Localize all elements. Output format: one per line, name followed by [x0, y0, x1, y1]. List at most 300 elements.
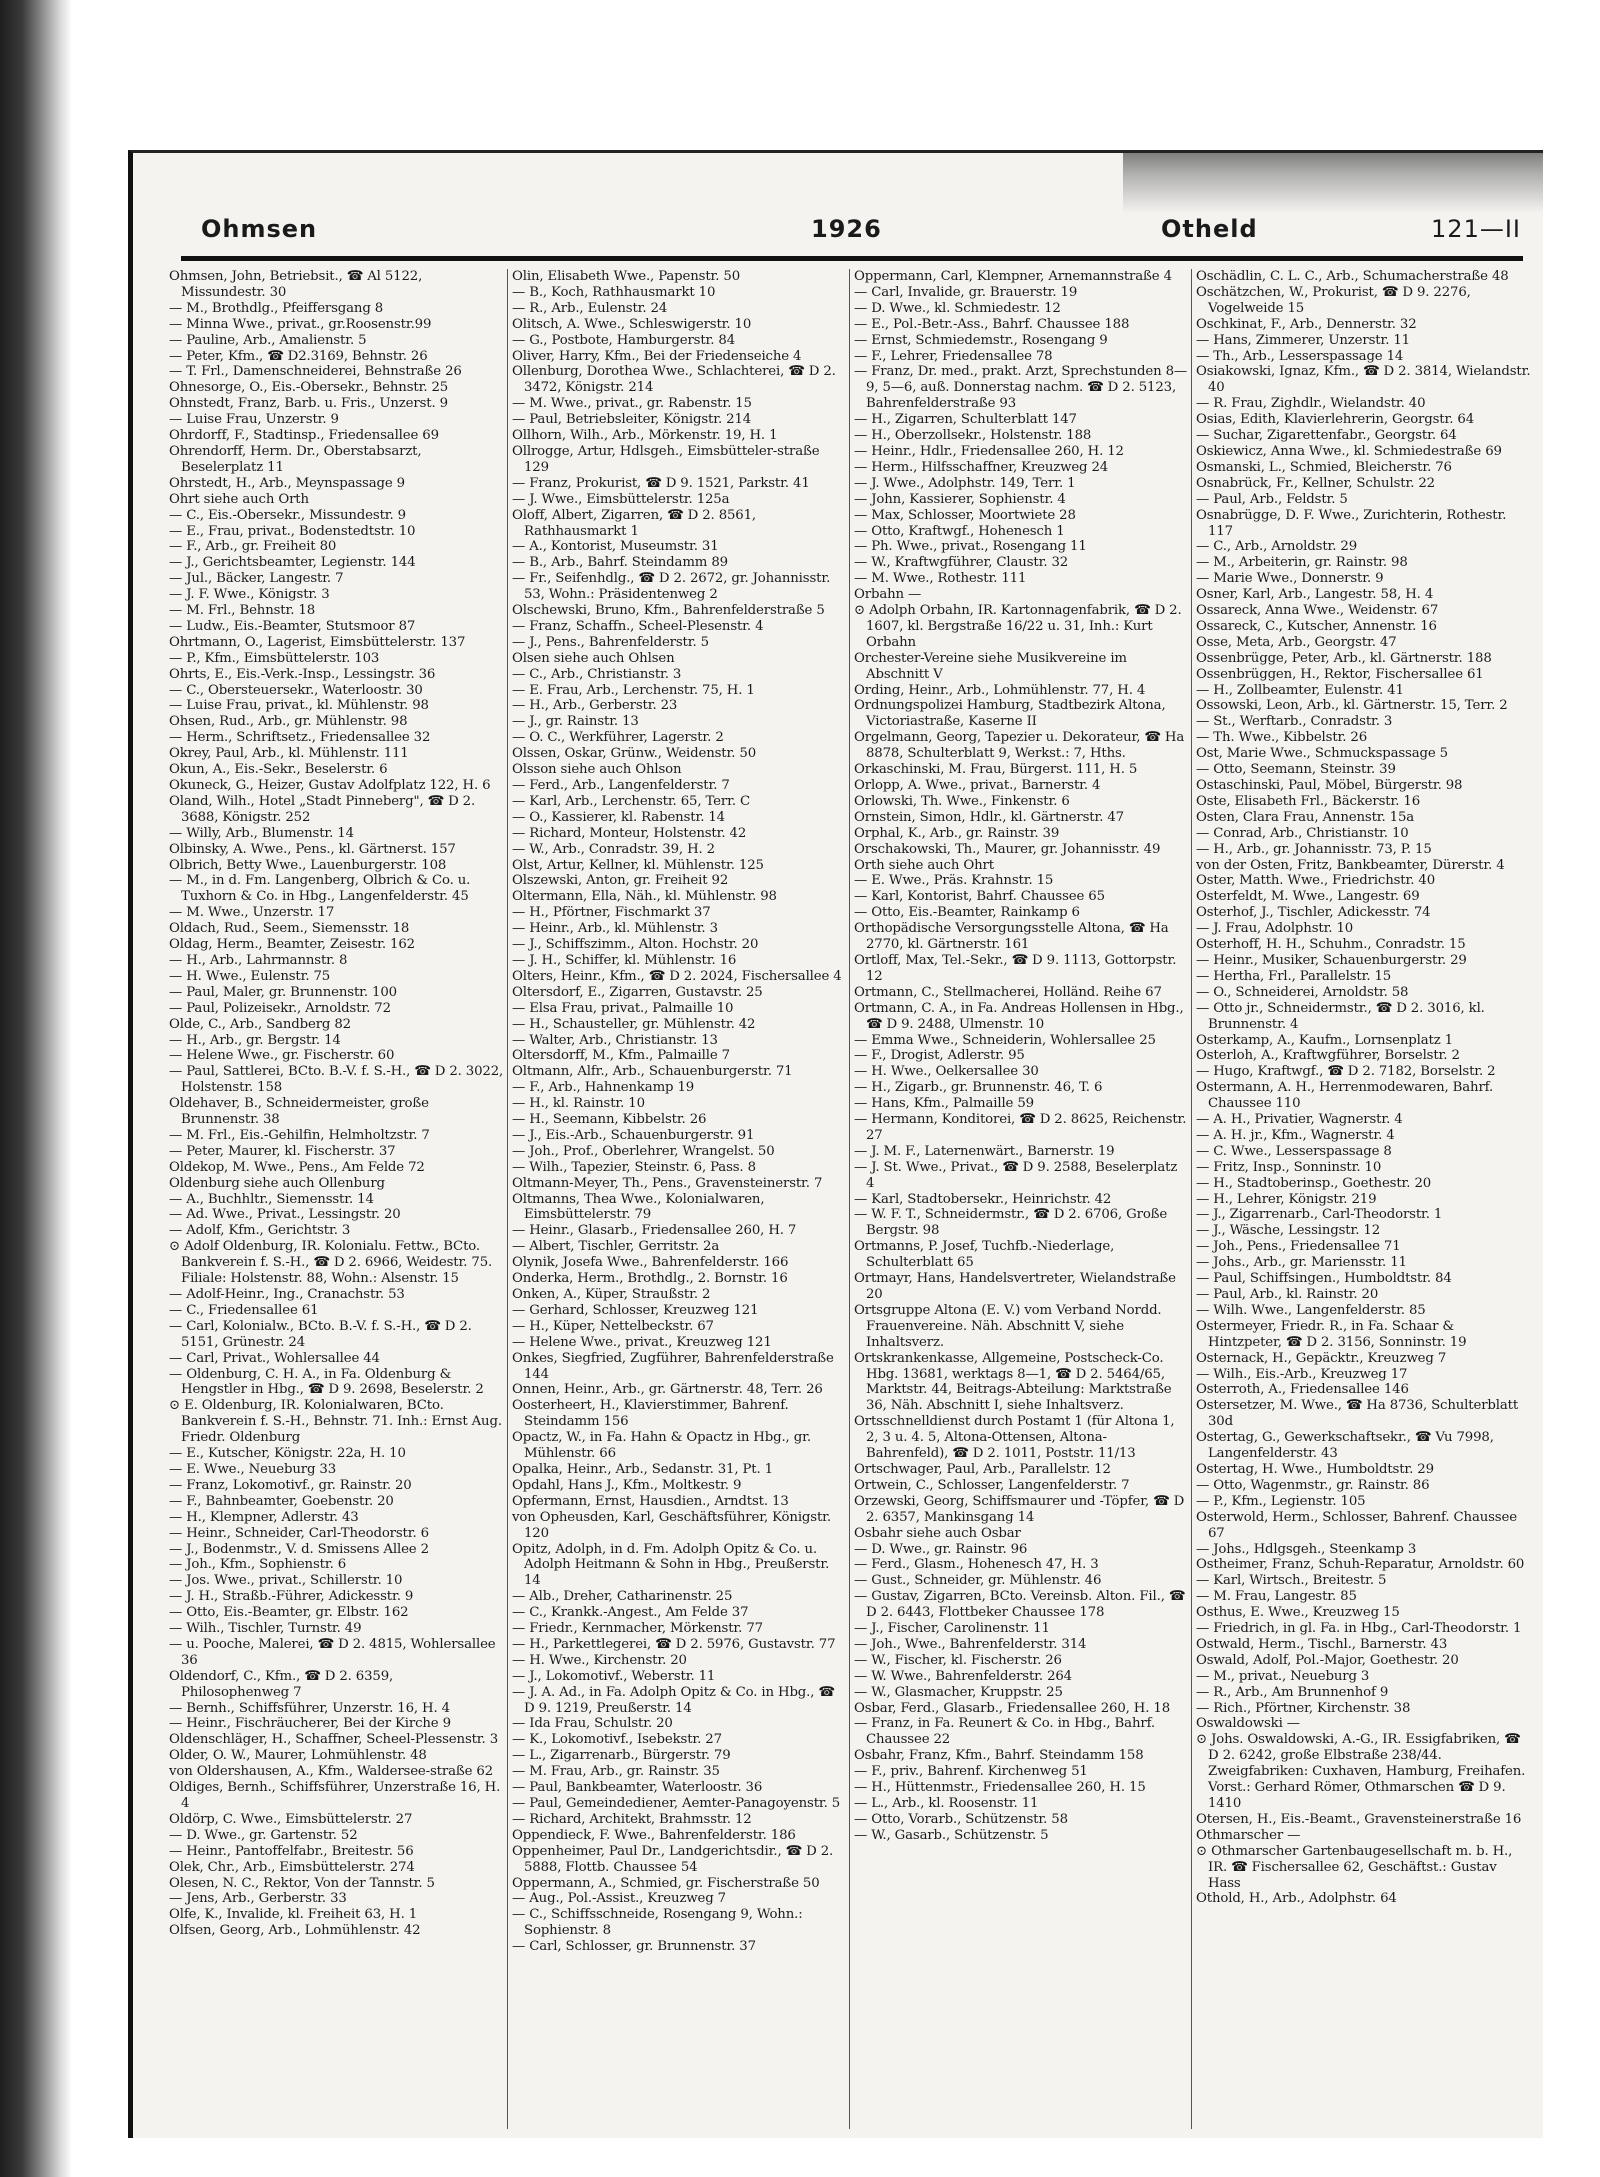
page-number: 121—II — [1431, 215, 1521, 243]
directory-entry: — M. Wwe., Unzerstr. 17 — [169, 905, 335, 921]
directory-entry: — M., Arbeiterin, gr. Rainstr. 98 — [1196, 555, 1408, 571]
directory-entry: — Paul, Betriebsleiter, Königstr. 214 — [512, 412, 752, 428]
directory-entry: — Suchar, Zigarettenfabr., Georgstr. 64 — [1196, 428, 1457, 444]
directory-entry: — W., Glasmacher, Kruppstr. 25 — [854, 1684, 1063, 1700]
directory-entry: Othmarscher — — [1196, 1827, 1301, 1843]
column-4 — [1196, 269, 1531, 2129]
directory-entry: — Wilh., Tapezier, Steinstr. 6, Pass. 8 — [512, 1159, 756, 1175]
directory-entry: Ordnungspolizei Hamburg, Stadtbezirk Altona, Victoriastraße, Kaserne II — [854, 698, 1166, 730]
directory-entry: — Joh., Kfm., Sophienstr. 6 — [169, 1557, 347, 1573]
directory-entry: Osternack, H., Gepäcktr., Kreuzweg 7 — [1196, 1350, 1447, 1366]
directory-entry: Ostermeyer, Friedr. R., in Fa. Schaar & Hintzpeter, ☎ D 2. 3156, Sonninstr. 19 — [1196, 1318, 1467, 1350]
directory-entry: — H., Zigarren, Schulterblatt 147 — [854, 412, 1077, 428]
column-1 — [169, 269, 504, 2129]
directory-entry: — Ferd., Glasm., Hohenesch 47, H. 3 — [854, 1557, 1099, 1573]
directory-entry: Ohnesorge, O., Eis.-Obersekr., Behnstr. 25 — [169, 380, 449, 396]
directory-entry: Ohrtmann, O., Lagerist, Eimsbüttelerstr. 137 — [169, 634, 466, 650]
directory-page — [128, 150, 1543, 2138]
column-3 — [854, 269, 1189, 2129]
directory-entry: Ortloff, Max, Tel.-Sekr., ☎ D 9. 1113, Gottorpstr. 12 — [854, 952, 1177, 984]
directory-entry: Olitsch, A. Wwe., Schleswigerstr. 10 — [512, 316, 752, 332]
directory-entry: Oltmanns, Thea Wwe., Kolonialwaren, Eimsbüttelerstr. 79 — [512, 1191, 765, 1223]
directory-entry: — Elsa Frau, privat., Palmaille 10 — [512, 1000, 734, 1016]
directory-entry: — Peter, Kfm., ☎ D2.3169, Behnstr. 26 — [169, 348, 428, 364]
directory-entry: — J. Wwe., Eimsbüttelerstr. 125a — [512, 491, 730, 507]
directory-entry: — Adolf, Kfm., Gerichtstr. 3 — [169, 1223, 351, 1239]
directory-entry: Oste, Elisabeth Frl., Bäckerstr. 16 — [1196, 793, 1420, 809]
directory-entry: — H., Arb., Lahrmannstr. 8 — [169, 952, 348, 968]
directory-entry: — W., Arb., Conradstr. 39, H. 2 — [512, 841, 715, 857]
directory-entry: — J. F. Wwe., Königstr. 3 — [169, 587, 330, 603]
directory-entry: — Franz, Lokomotivf., gr. Rainstr. 20 — [169, 1477, 412, 1493]
directory-entry: Osterloh, A., Kraftwgführer, Borselstr. 2 — [1196, 1048, 1460, 1064]
directory-entry: — K., Lokomotivf., Isebekstr. 27 — [512, 1732, 722, 1748]
directory-entry: — Franz, Prokurist, ☎ D 9. 1521, Parkstr. 41 — [512, 475, 810, 491]
directory-entry: — Franz, in Fa. Reunert & Co. in Hbg., Bahrf. Chaussee 22 — [854, 1716, 1155, 1748]
directory-entry: Orkaschinski, M. Frau, Bürgerst. 111, H. 5 — [854, 762, 1138, 778]
directory-entry: — H., Arb., gr. Bergstr. 14 — [169, 1032, 341, 1048]
directory-entry: — St., Werftarb., Conradstr. 3 — [1196, 714, 1393, 730]
directory-entry: — H. Wwe., Eulenstr. 75 — [169, 968, 331, 984]
directory-entry: Older, O. W., Maurer, Lohmühlenstr. 48 — [169, 1748, 427, 1764]
directory-entry: — Friedrich, in gl. Fa. in Hbg., Carl-Theodorstr. 1 — [1196, 1621, 1522, 1637]
directory-entry: Ohrt siehe auch Orth — [169, 491, 309, 507]
directory-entry: ⊙ E. Oldenburg, IR. Kolonialwaren, BCto. Bankverein f. S.-H., Behnstr. 71. Inh.: Ernst Aug. Friedr. Oldenburg — [169, 1398, 502, 1446]
directory-entry: — C. Wwe., Lesserspassage 8 — [1196, 1143, 1392, 1159]
directory-entry: — Hermann, Konditorei, ☎ D 2. 8625, Reichenstr. 27 — [854, 1112, 1187, 1143]
directory-entry: Olde, C., Arb., Sandberg 82 — [169, 1016, 351, 1032]
directory-entry: — J., Bodenmstr., V. d. Smissens Allee 2 — [169, 1541, 429, 1557]
directory-entry: — Fritz, Insp., Sonninstr. 10 — [1196, 1159, 1382, 1175]
directory-entry: — J., Wäsche, Lessingstr. 12 — [1196, 1223, 1381, 1239]
directory-entry: — H., Arb., gr. Johannisstr. 73, P. 15 — [1196, 841, 1432, 857]
directory-entry: — Jens, Arb., Gerberstr. 33 — [169, 1891, 347, 1907]
directory-entry: Okun, A., Eis.-Sekr., Beselerstr. 6 — [169, 762, 388, 778]
directory-entry: — Alb., Dreher, Catharinenstr. 25 — [512, 1589, 733, 1605]
directory-entry: Ostheimer, Franz, Schuh-Reparatur, Arnoldstr. 60 — [1196, 1557, 1525, 1573]
directory-entry: — E. Frau, Arb., Lerchenstr. 75, H. 1 — [512, 682, 755, 698]
directory-entry: ⊙ Adolf Oldenburg, IR. Kolonialu. Fettw., BCto. Bankverein f. S.-H., ☎ D 2. 6966, Weidestr. 75. Filiale: Holstenstr. 88, Wohn.: Alsenstr. 15 — [169, 1239, 493, 1287]
directory-entry: Otersen, H., Eis.-Beamt., Gravensteinerstraße 16 — [1196, 1811, 1522, 1827]
directory-entry: Olesen, N. C., Rektor, Von der Tannstr. 5 — [169, 1875, 435, 1891]
directory-entry: — F., priv., Bahrenf. Kirchenweg 51 — [854, 1764, 1088, 1780]
directory-entry: — H., Seemann, Kibbelstr. 26 — [512, 1112, 707, 1128]
directory-entry: Osterkamp, A., Kaufm., Lornsenplatz 1 — [1196, 1032, 1453, 1048]
directory-entry: — Otto, Vorarb., Schützenstr. 58 — [854, 1811, 1068, 1827]
directory-entry: — Helene Wwe., gr. Fischerstr. 60 — [169, 1048, 395, 1064]
directory-entry: — H., Stadtoberinsp., Goethestr. 20 — [1196, 1175, 1432, 1191]
directory-entry: — Karl, Stadtobersekr., Heinrichstr. 42 — [854, 1191, 1112, 1207]
directory-entry: Orlowski, Th. Wwe., Finkenstr. 6 — [854, 793, 1070, 809]
column-divider — [1191, 269, 1192, 2129]
directory-entry: — Marie Wwe., Donnerstr. 9 — [1196, 571, 1384, 587]
directory-entry: — Ida Frau, Schulstr. 20 — [512, 1716, 673, 1732]
directory-entry: Ollhorn, Wilh., Arb., Mörkenstr. 19, H. 1 — [512, 428, 778, 444]
directory-entry: Ording, Heinr., Arb., Lohmühlenstr. 77, H. 4 — [854, 682, 1146, 698]
directory-entry: Oldach, Rud., Seem., Siemensstr. 18 — [169, 921, 410, 937]
directory-entry: Ortmann, C. A., in Fa. Andreas Hollensen in Hbg., ☎ D 9. 2488, Ulmenstr. 10 — [854, 1000, 1184, 1032]
directory-entry: Ossenbrügge, Peter, Arb., kl. Gärtnerstr. 188 — [1196, 650, 1492, 666]
directory-entry: — T. Frl., Damenschneiderei, Behnstraße 26 — [169, 364, 462, 380]
directory-entry: Oltermann, Ella, Näh., kl. Mühlenstr. 98 — [512, 889, 777, 905]
directory-entry: Ostaschinski, Paul, Möbel, Bürgerstr. 98 — [1196, 778, 1463, 793]
directory-entry: — Ludw., Eis.-Beamter, Stutsmoor 87 — [169, 618, 416, 634]
directory-entry: — M. Frau, Langestr. 85 — [1196, 1589, 1357, 1605]
directory-entry: Oppenheimer, Paul Dr., Landgerichtsdir., ☎ D 2. 5888, Flottb. Chaussee 54 — [512, 1843, 834, 1875]
directory-entry: — F., Drogist, Adlerstr. 95 — [854, 1048, 1025, 1064]
directory-entry: Onkes, Siegfried, Zugführer, Bahrenfelderstraße 144 — [512, 1350, 834, 1382]
directory-entry: — H., Schausteller, gr. Mühlenstr. 42 — [512, 1016, 756, 1032]
directory-entry: — H., Pförtner, Fischmarkt 37 — [512, 905, 711, 921]
directory-entry: — Heinr., Fischräucherer, Bei der Kirche 9 — [169, 1716, 451, 1732]
directory-entry: — Friedr., Kernmacher, Mörkenstr. 77 — [512, 1621, 763, 1637]
directory-entry: Oldendorf, C., Kfm., ☎ D 2. 6359, Philosophenweg 7 — [169, 1668, 394, 1700]
directory-entry: — Luise Frau, privat., kl. Mühlenstr. 98 — [169, 698, 429, 714]
directory-entry: — P., Kfm., Eimsbüttelerstr. 103 — [169, 650, 380, 666]
directory-entry: — Herm., Schriftsetz., Friedensallee 32 — [169, 730, 431, 746]
directory-entry: — P., Kfm., Legienstr. 105 — [1196, 1493, 1366, 1509]
directory-entry: Oltersdorf, E., Zigarren, Gustavstr. 25 — [512, 984, 763, 1000]
directory-entry: — Emma Wwe., Schneiderin, Wohlersallee 25 — [854, 1032, 1156, 1048]
directory-entry: — Wilh., Eis.-Arb., Kreuzweg 17 — [1196, 1366, 1408, 1382]
directory-entry: Oschädlin, C. L. C., Arb., Schumacherstraße 48 — [1196, 269, 1509, 284]
column-divider — [849, 269, 850, 2129]
directory-entry: Oldiges, Bernh., Schiffsführer, Unzerstraße 16, H. 4 — [169, 1780, 501, 1811]
directory-entry: — Wilh. Wwe., Langenfelderstr. 85 — [1196, 1302, 1426, 1318]
directory-entry: — Otto, Seemann, Steinstr. 39 — [1196, 762, 1396, 778]
directory-entry: — R., Arb., Am Brunnenhof 9 — [1196, 1684, 1389, 1700]
directory-entry: — Richard, Monteur, Holstenstr. 42 — [512, 825, 747, 841]
directory-entry: Olfe, K., Invalide, kl. Freiheit 63, H. 1 — [169, 1907, 418, 1923]
directory-entry: — R. Frau, Zighdlr., Wielandstr. 40 — [1196, 396, 1426, 412]
directory-entry: — J., Lokomotivf., Weberstr. 11 — [512, 1668, 716, 1684]
directory-entry: Oldörp, C. Wwe., Eimsbüttelerstr. 27 — [169, 1811, 413, 1827]
directory-entry: ⊙ Othmarscher Gartenbaugesellschaft m. b. H., IR. ☎ Fischersallee 62, Geschäftst.: Gustav Hass — [1196, 1843, 1513, 1891]
scan-smudge — [1123, 153, 1543, 213]
directory-entry: Olsson siehe auch Ohlson — [512, 762, 682, 778]
directory-entry: — Otto, Wagenmstr., gr. Rainstr. 86 — [1196, 1477, 1430, 1493]
directory-entry: — M. Frau, Arb., gr. Rainstr. 35 — [512, 1764, 720, 1780]
directory-entry: Ollrogge, Artur, Hdlsgeh., Eimsbütteler-straße 129 — [512, 443, 820, 475]
directory-entry: — Fr., Seifenhdlg., ☎ D 2. 2672, gr. Johannisstr. 53, Wohn.: Präsidentenweg 2 — [512, 571, 831, 603]
directory-entry: Osterroth, A., Friedensallee 146 — [1196, 1382, 1409, 1398]
directory-entry: — Aug., Pol.-Assist., Kreuzweg 7 — [512, 1891, 726, 1907]
directory-entry: — Otto, Kraftwgf., Hohenesch 1 — [854, 523, 1065, 539]
directory-entry: — Paul, Gemeindediener, Aemter-Panagoyenstr. 5 — [512, 1796, 841, 1811]
directory-entry: — H., Parkettlegerei, ☎ D 2. 5976, Gustavstr. 77 — [512, 1636, 836, 1652]
directory-entry: — J. H., Schiffer, kl. Mühlenstr. 16 — [512, 952, 737, 968]
directory-entry: — Paul, Schiffsingen., Humboldtstr. 84 — [1196, 1271, 1452, 1287]
directory-entry: Olst, Artur, Kellner, kl. Mühlenstr. 125 — [512, 857, 764, 873]
directory-entry: — Ernst, Schmiedemstr., Rosengang 9 — [854, 332, 1108, 348]
directory-entry: — F., Arb., Hahnenkamp 19 — [512, 1080, 695, 1096]
directory-entry: — Paul, Arb., Feldstr. 5 — [1196, 491, 1348, 507]
directory-entry: Ossareck, Anna Wwe., Weidenstr. 67 — [1196, 603, 1439, 619]
directory-entry: von Opheusden, Karl, Geschäftsführer, Königstr. 120 — [512, 1509, 831, 1541]
directory-entry: Olfsen, Georg, Arb., Lohmühlenstr. 42 — [169, 1923, 421, 1939]
directory-entry: — A. H., Privatier, Wagnerstr. 4 — [1196, 1112, 1403, 1128]
directory-entry: — M., Brothdlg., Pfeiffersgang 8 — [169, 300, 384, 316]
directory-entry: — Th. Wwe., Kibbelstr. 26 — [1196, 730, 1368, 746]
directory-entry: Oldenschläger, H., Schaffner, Scheel-Plessenstr. 3 — [169, 1732, 499, 1748]
directory-entry: Olsen siehe auch Ohlsen — [512, 650, 675, 666]
directory-entry: — H., kl. Rainstr. 10 — [512, 1096, 645, 1112]
directory-entry: Ohmsen, John, Betriebsit., ☎ Al 5122, Missundestr. 30 — [169, 269, 423, 300]
directory-entry: — Herm., Hilfsschaffner, Kreuzweg 24 — [854, 459, 1109, 475]
directory-entry: — Carl, Privat., Wohlersallee 44 — [169, 1350, 380, 1366]
directory-entry: Oschätzchen, W., Prokurist, ☎ D 9. 2276, Vogelweide 15 — [1196, 284, 1471, 316]
directory-entry: — Gustav, Zigarren, BCto. Vereinsb. Alton. Fil., ☎ D 2. 6443, Flottbeker Chaussee 178 — [854, 1589, 1186, 1621]
directory-entry: Orgelmann, Georg, Tapezier u. Dekorateur, ☎ Ha 8878, Schulterblatt 9, Werkst.: 7, Hths. — [854, 730, 1185, 762]
directory-entry: — J., Eis.-Arb., Schauenburgerstr. 91 — [512, 1127, 755, 1143]
directory-entry: Oldenburg siehe auch Ollenburg — [169, 1175, 385, 1191]
directory-entry: — F., Bahnbeamter, Goebenstr. 20 — [169, 1493, 394, 1509]
directory-entry: — M. Frl., Eis.-Gehilfin, Helmholtzstr. 7 — [169, 1127, 430, 1143]
directory-entry: — Franz, Dr. med., prakt. Arzt, Sprechstunden 8—9, 5—6, auß. Donnerstag nachm. ☎ D 2. 5123, Bahrenfelderstraße 93 — [854, 364, 1188, 412]
directory-entry: Ohrts, E., Eis.-Verk.-Insp., Lessingstr. 36 — [169, 666, 436, 682]
header-year: 1926 — [811, 215, 882, 243]
directory-entry: — Peter, Maurer, kl. Fischerstr. 37 — [169, 1143, 396, 1159]
directory-entry: — E., Frau, privat., Bodenstedtstr. 10 — [169, 523, 416, 539]
directory-entry: ⊙ Adolph Orbahn, IR. Kartonnagenfabrik, ☎ D 2. 1607, kl. Bergstraße 16/22 u. 31, Inh.: Kurt Orbahn — [854, 603, 1182, 650]
directory-columns — [169, 269, 1531, 2129]
directory-entry: — H., Hüttenmstr., Friedensallee 260, H. 15 — [854, 1780, 1146, 1796]
directory-entry: — Hans, Zimmerer, Unzerstr. 11 — [1196, 332, 1410, 348]
directory-entry: — W. F. T., Schneidermstr., ☎ D 2. 6706, Große Bergstr. 98 — [854, 1207, 1168, 1239]
directory-entry: Osterhoff, H. H., Schuhm., Conradstr. 15 — [1196, 937, 1466, 953]
directory-entry: — W. Wwe., Bahrenfelderstr. 264 — [854, 1668, 1072, 1684]
directory-entry: — M., in d. Fm. Langenberg, Olbrich & Co. u. Tuxhorn & Co. in Hbg., Langenfelderstr. 45 — [169, 873, 471, 905]
directory-entry: Oldehaver, B., Schneidermeister, große Brunnenstr. 38 — [169, 1096, 429, 1128]
directory-entry: — Carl, Invalide, gr. Brauerstr. 19 — [854, 284, 1078, 300]
directory-entry: — Richard, Architekt, Brahmsstr. 12 — [512, 1811, 752, 1827]
directory-entry: — A., Buchhltr., Siemensstr. 14 — [169, 1191, 374, 1207]
directory-entry: — W., Fischer, kl. Fischerstr. 26 — [854, 1652, 1062, 1668]
directory-entry: — J., gr. Rainstr. 13 — [512, 714, 639, 730]
directory-entry: — Max, Schlosser, Moortwiete 28 — [854, 507, 1076, 523]
directory-entry: — Karl, Arb., Lerchenstr. 65, Terr. C — [512, 793, 751, 809]
directory-entry: — Hugo, Kraftwgf., ☎ D 2. 7182, Borselstr. 2 — [1196, 1064, 1496, 1080]
directory-entry: Onken, A., Küper, Straußstr. 2 — [512, 1287, 711, 1302]
directory-entry: Orschakowski, Th., Maurer, gr. Johannisstr. 49 — [854, 841, 1161, 857]
directory-entry: Ollenburg, Dorothea Wwe., Schlachterei, ☎ D 2. 3472, Königstr. 214 — [512, 364, 836, 396]
directory-entry: — C., Eis.-Obersekr., Missundestr. 9 — [169, 507, 406, 523]
directory-entry: — Gerhard, Schlosser, Kreuzweg 121 — [512, 1302, 759, 1318]
directory-entry: — Bernh., Schiffsführer, Unzerstr. 16, H. 4 — [169, 1700, 450, 1716]
directory-entry: Orbahn — — [854, 587, 922, 603]
directory-entry: — Jul., Bäcker, Langestr. 7 — [169, 571, 344, 587]
directory-entry: — Willy, Arb., Blumenstr. 14 — [169, 825, 354, 841]
directory-entry: — H., Arb., Gerberstr. 23 — [512, 698, 678, 714]
directory-entry: Oppermann, Carl, Klempner, Arnemannstraße 4 — [854, 269, 1172, 284]
directory-entry: Olters, Heinr., Kfm., ☎ D 2. 2024, Fischersallee 4 — [512, 968, 842, 984]
page-header — [171, 215, 1521, 255]
directory-entry: — Adolf-Heinr., Ing., Cranachstr. 53 — [169, 1287, 405, 1302]
directory-entry: Opactz, W., in Fa. Hahn & Opactz in Hbg., gr. Mühlenstr. 66 — [512, 1430, 811, 1462]
directory-entry: Osbahr, Franz, Kfm., Bahrf. Steindamm 158 — [854, 1748, 1144, 1764]
directory-entry: — Heinr., Arb., kl. Mühlenstr. 3 — [512, 921, 718, 937]
directory-entry: — D. Wwe., gr. Rainstr. 96 — [854, 1541, 1028, 1557]
directory-entry: Olbrich, Betty Wwe., Lauenburgerstr. 108 — [169, 857, 447, 873]
directory-entry: — C., Schiffsschneide, Rosengang 9, Wohn.: Sophienstr. 8 — [512, 1907, 803, 1939]
directory-entry: Oliver, Harry, Kfm., Bei der Friedenseiche 4 — [512, 348, 802, 364]
directory-entry: Ost, Marie Wwe., Schmuckspassage 5 — [1196, 746, 1448, 762]
directory-entry: Olin, Elisabeth Wwe., Papenstr. 50 — [512, 269, 741, 284]
directory-entry: — Hertha, Frl., Parallelstr. 15 — [1196, 968, 1392, 984]
directory-entry: — O. C., Werkführer, Lagerstr. 2 — [512, 730, 724, 746]
directory-entry: — C., Arb., Arnoldstr. 29 — [1196, 539, 1358, 555]
directory-entry: — B., Arb., Bahrf. Steindamm 89 — [512, 555, 728, 571]
directory-entry: Osias, Edith, Klavierlehrerin, Georgstr. 64 — [1196, 412, 1475, 428]
directory-entry: — Albert, Tischler, Gerritstr. 2a — [512, 1239, 720, 1255]
directory-entry: Osterfeldt, M. Wwe., Langestr. 69 — [1196, 889, 1420, 905]
directory-entry: — O., Schneiderei, Arnoldstr. 58 — [1196, 984, 1409, 1000]
directory-entry: — L., Arb., kl. Roosenstr. 11 — [854, 1796, 1039, 1811]
directory-entry: Ortsgruppe Altona (E. V.) vom Verband Nordd. Frauenvereine. Näh. Abschnitt V, siehe Inhaltsverz. — [854, 1302, 1162, 1350]
directory-entry: — Jos. Wwe., privat., Schillerstr. 10 — [169, 1573, 403, 1589]
directory-entry: — E. Wwe., Neueburg 33 — [169, 1461, 337, 1477]
directory-entry: — Otto, Eis.-Beamter, Rainkamp 6 — [854, 905, 1080, 921]
directory-entry: Oloff, Albert, Zigarren, ☎ D 2. 8561, Rathhausmarkt 1 — [512, 507, 757, 539]
directory-entry: Oltmann, Alfr., Arb., Schauenburgerstr. 71 — [512, 1064, 793, 1080]
directory-entry: — W., Kraftwgführer, Claustr. 32 — [854, 555, 1069, 571]
directory-entry: — Ph. Wwe., privat., Rosengang 11 — [854, 539, 1087, 555]
directory-entry: — Paul, Arb., kl. Rainstr. 20 — [1196, 1287, 1379, 1302]
directory-entry: Ortmann, C., Stellmacherei, Holländ. Reihe 67 — [854, 984, 1162, 1000]
directory-entry: — J., Gerichtsbeamter, Legienstr. 144 — [169, 555, 416, 571]
directory-entry: — H., Klempner, Adlerstr. 43 — [169, 1509, 359, 1525]
directory-entry: Opdahl, Hans J., Kfm., Moltkestr. 9 — [512, 1477, 742, 1493]
directory-entry: — G., Postbote, Hamburgerstr. 84 — [512, 332, 736, 348]
directory-entry: — Johs., Arb., gr. Mariensstr. 11 — [1196, 1255, 1407, 1271]
directory-entry: — J., Schiffszimm., Alton. Hochstr. 20 — [512, 937, 759, 953]
directory-entry: — A. H. jr., Kfm., Wagnerstr. 4 — [1196, 1127, 1395, 1143]
directory-entry: — D. Wwe., gr. Gartenstr. 52 — [169, 1827, 358, 1843]
directory-entry: Ornstein, Simon, Hdlr., kl. Gärtnerstr. 47 — [854, 809, 1124, 825]
directory-entry: — Paul, Bankbeamter, Waterloostr. 36 — [512, 1780, 763, 1796]
directory-entry: Opfermann, Ernst, Hausdien., Arndtst. 13 — [512, 1493, 789, 1509]
directory-entry: — Karl, Kontorist, Bahrf. Chaussee 65 — [854, 889, 1105, 905]
directory-entry: Oosterheert, H., Klavierstimmer, Bahrenf. Steindamm 156 — [512, 1398, 789, 1430]
directory-entry: — H. Wwe., Kirchenstr. 20 — [512, 1652, 687, 1668]
directory-entry: — B., Koch, Rathhausmarkt 10 — [512, 284, 716, 300]
directory-entry: Oppermann, A., Schmied, gr. Fischerstraße 50 — [512, 1875, 820, 1891]
directory-entry: — D. Wwe., kl. Schmiedestr. 12 — [854, 300, 1061, 316]
directory-entry: Osnabrügge, D. F. Wwe., Zurichterin, Rothestr. 117 — [1196, 507, 1507, 539]
directory-entry: — M. Frl., Behnstr. 18 — [169, 603, 316, 619]
directory-entry: — Carl, Schlosser, gr. Brunnenstr. 37 — [512, 1939, 756, 1955]
directory-entry: — Conrad, Arb., Christianstr. 10 — [1196, 825, 1409, 841]
directory-entry: — H., Zollbeamter, Eulenstr. 41 — [1196, 682, 1404, 698]
directory-entry: — Walter, Arb., Christianstr. 13 — [512, 1032, 718, 1048]
directory-entry: — H., Küper, Nettelbeckstr. 67 — [512, 1318, 714, 1334]
directory-entry: — Heinr., Schneider, Carl-Theodorstr. 6 — [169, 1525, 429, 1541]
directory-entry: — F., Lehrer, Friedensallee 78 — [854, 348, 1053, 364]
directory-entry: Ohsen, Rud., Arb., gr. Mühlenstr. 98 — [169, 714, 408, 730]
directory-entry: Othold, H., Arb., Adolphstr. 64 — [1196, 1891, 1397, 1907]
directory-entry: — Hans, Kfm., Palmaille 59 — [854, 1096, 1034, 1112]
directory-entry: Osbahr siehe auch Osbar — [854, 1525, 1021, 1541]
directory-entry: — Karl, Wirtsch., Breitestr. 5 — [1196, 1573, 1387, 1589]
directory-entry: von Oldershausen, A., Kfm., Waldersee-straße 62 — [169, 1764, 493, 1780]
directory-entry: Osterwold, Herm., Schlosser, Bahrenf. Chaussee 67 — [1196, 1509, 1517, 1541]
directory-entry: Ortmayr, Hans, Handelsvertreter, Wielandstraße 20 — [854, 1271, 1176, 1302]
directory-entry: Ostertag, G., Gewerkschaftsekr., ☎ Vu 7998, Langenfelderstr. 43 — [1196, 1430, 1494, 1462]
directory-entry: Orphal, K., Arb., gr. Rainstr. 39 — [854, 825, 1060, 841]
directory-entry: — J., Zigarrenarb., Carl-Theodorstr. 1 — [1196, 1207, 1443, 1223]
directory-entry: Ossareck, C., Kutscher, Annenstr. 16 — [1196, 618, 1437, 634]
directory-entry: — Otto, Eis.-Beamter, gr. Elbstr. 162 — [169, 1605, 409, 1621]
directory-entry: Osterhof, J., Tischler, Adickesstr. 74 — [1196, 905, 1431, 921]
directory-entry: Oland, Wilh., Hotel „Stadt Pinneberg", ☎ D 2. 3688, Königstr. 252 — [169, 793, 476, 825]
directory-entry: Osbar, Ferd., Glasarb., Friedensallee 260, H. 18 — [854, 1700, 1171, 1716]
directory-entry: Ortskrankenkasse, Allgemeine, Postscheck-Co. Hbg. 13681, werktags 8—1, ☎ D 2. 5464/65, Marktstr. 44, Beitrags-Abteilung: Marktstraße 36, Näh. Abschnitt I, siehe Inhaltsverz. — [854, 1350, 1172, 1414]
directory-entry: — Otto jr., Schneidermstr., ☎ D 2. 3016, kl. Brunnenstr. 4 — [1196, 1000, 1485, 1032]
directory-entry: Oltmann-Meyer, Th., Pens., Gravensteinerstr. 7 — [512, 1175, 823, 1191]
directory-entry: Oskiewicz, Anna Wwe., kl. Schmiedestraße 69 — [1196, 443, 1502, 459]
directory-entry: Olszewski, Anton, gr. Freiheit 92 — [512, 873, 729, 889]
directory-entry: Orlopp, A. Wwe., privat., Barnerstr. 4 — [854, 778, 1101, 793]
directory-entry: Ortmanns, P. Josef, Tuchfb.-Niederlage, Schulterblatt 65 — [854, 1239, 1115, 1271]
directory-entry: — J. St. Wwe., Privat., ☎ D 9. 2588, Beselerplatz 4 — [854, 1159, 1178, 1191]
directory-entry: — Ferd., Arb., Langenfelderstr. 7 — [512, 778, 730, 793]
directory-entry: — Oldenburg, C. H. A., in Fa. Oldenburg & Hengstler in Hbg., ☎ D 9. 2698, Beselerstr. 2 — [169, 1366, 484, 1398]
directory-entry: Ohrendorff, Herm. Dr., Oberstabsarzt, Beselerplatz 11 — [169, 443, 422, 475]
directory-entry: Osten, Clara Frau, Annenstr. 15a — [1196, 809, 1415, 825]
directory-entry: Osmanski, L., Schmied, Bleicherstr. 76 — [1196, 459, 1452, 475]
directory-entry: Ortwein, C., Schlosser, Langenfelderstr. 7 — [854, 1477, 1130, 1493]
directory-entry: — J. Frau, Adolphstr. 10 — [1196, 921, 1354, 937]
directory-entry: Orzewski, Georg, Schiffsmaurer und -Töpfer, ☎ D 2. 6357, Mankinsgang 14 — [854, 1493, 1185, 1525]
directory-entry: Oltersdorff, M., Kfm., Palmaille 7 — [512, 1048, 730, 1064]
directory-entry: — Joh., Pens., Friedensallee 71 — [1196, 1239, 1401, 1255]
header-first-entry: Ohmsen — [201, 215, 318, 243]
directory-entry: Osse, Meta, Arb., Georgstr. 47 — [1196, 634, 1397, 650]
directory-entry: — Joh., Prof., Oberlehrer, Wrangelst. 50 — [512, 1143, 775, 1159]
directory-entry: Onderka, Herm., Brothdlg., 2. Bornstr. 16 — [512, 1271, 788, 1287]
directory-entry: Ossowski, Leon, Arb., kl. Gärtnerstr. 15, Terr. 2 — [1196, 698, 1508, 714]
directory-entry: — J., Fischer, Carolinenstr. 11 — [854, 1621, 1050, 1637]
directory-entry: Oswaldowski — — [1196, 1716, 1300, 1732]
directory-entry: — J. A. Ad., in Fa. Adolph Opitz & Co. in Hbg., ☎ D 9. 1219, Preußerstr. 14 — [512, 1684, 835, 1716]
directory-entry: — Paul, Sattlerei, BCto. B.-V. f. S.-H., ☎ D 2. 3022, Holstenstr. 158 — [169, 1064, 504, 1096]
directory-entry: Oppendieck, F. Wwe., Bahrenfelderstr. 186 — [512, 1827, 796, 1843]
directory-entry: — C., Friedensallee 61 — [169, 1302, 319, 1318]
directory-entry: Oster, Matth. Wwe., Friedrichstr. 40 — [1196, 873, 1436, 889]
directory-entry: — Rich., Pförtner, Kirchenstr. 38 — [1196, 1700, 1411, 1716]
directory-entry: — Gust., Schneider, gr. Mühlenstr. 46 — [854, 1573, 1102, 1589]
directory-entry: — C., Krankk.-Angest., Am Felde 37 — [512, 1605, 749, 1621]
directory-entry: — H., Zigarb., gr. Brunnenstr. 46, T. 6 — [854, 1080, 1103, 1096]
directory-entry: — J. H., Straßb.-Führer, Adickesstr. 9 — [169, 1589, 414, 1605]
directory-entry: — A., Kontorist, Museumstr. 31 — [512, 539, 719, 555]
header-rule — [181, 256, 1523, 261]
directory-entry: Opalka, Heinr., Arb., Sedanstr. 31, Pt. 1 — [512, 1461, 773, 1477]
directory-entry: — Paul, Polizeisekr., Arnoldstr. 72 — [169, 1000, 391, 1016]
directory-entry: — Pauline, Arb., Amalienstr. 5 — [169, 332, 367, 348]
directory-entry: — Joh., Wwe., Bahrenfelderstr. 314 — [854, 1636, 1087, 1652]
directory-entry: Orthopädische Versorgungsstelle Altona, ☎ Ha 2770, kl. Gärtnerstr. 161 — [854, 921, 1169, 953]
directory-entry: — L., Zigarrenarb., Bürgerstr. 79 — [512, 1748, 731, 1764]
directory-entry: Osthus, E. Wwe., Kreuzweg 15 — [1196, 1605, 1400, 1621]
directory-entry: — Heinr., Musiker, Schauenburgerstr. 29 — [1196, 952, 1467, 968]
directory-entry: Opitz, Adolph, in d. Fm. Adolph Opitz & Co. u. Adolph Heitmann & Sohn in Hbg., Preußerstr. 14 — [512, 1541, 830, 1589]
directory-entry: Osiakowski, Ignaz, Kfm., ☎ D 2. 3814, Wielandstr. 40 — [1196, 364, 1531, 396]
directory-entry: Okuneck, G., Heizer, Gustav Adolfplatz 122, H. 6 — [169, 778, 491, 793]
directory-entry: — E. Wwe., Präs. Krahnstr. 15 — [854, 873, 1054, 889]
directory-entry: Osner, Karl, Arb., Langestr. 58, H. 4 — [1196, 587, 1434, 603]
directory-entry: Ortschwager, Paul, Arb., Parallelstr. 12 — [854, 1461, 1111, 1477]
